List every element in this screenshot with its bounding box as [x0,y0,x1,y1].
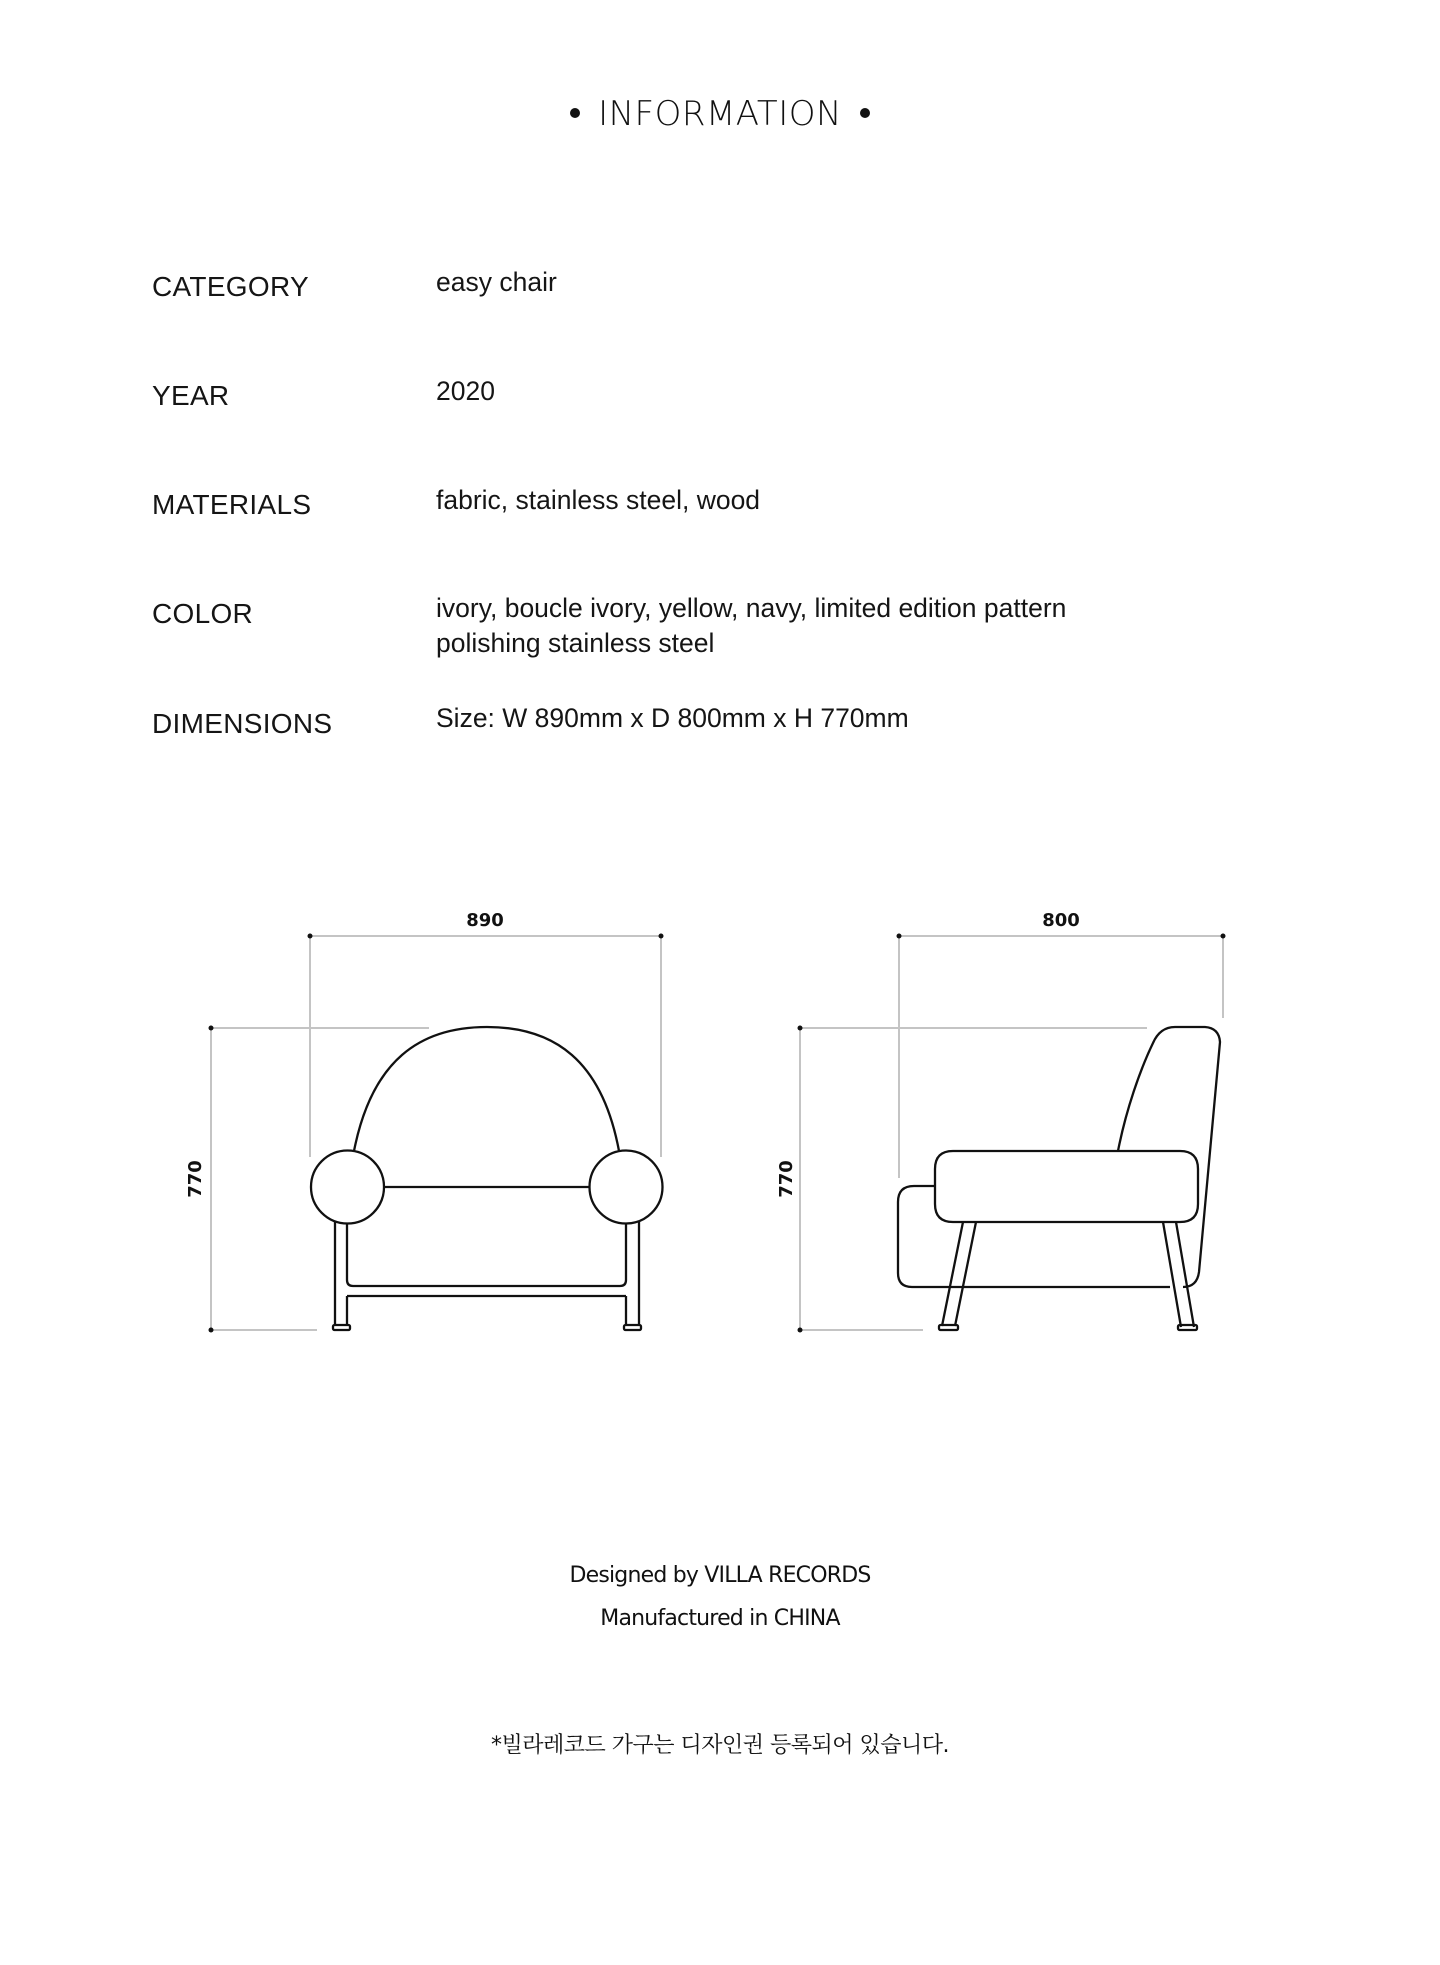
page-title-text: INFORMATION [598,94,842,134]
side-view-drawing [776,910,1226,1333]
side-depth-label: 800 [1042,910,1080,931]
armrest-outline [898,1186,1170,1287]
front-foot [939,1325,958,1330]
info-label: COLOR [152,598,254,629]
front-height-label: 770 [185,1160,206,1198]
seat-frame [347,1223,626,1286]
info-value: easy chair [436,267,557,297]
manufactured-text: Manufactured in CHINA [600,1606,840,1631]
side-dimension-dots [798,934,1226,1333]
front-dimension-dots [209,934,664,1333]
back-leg [1163,1222,1194,1327]
dimension-dot [209,1328,214,1333]
info-value-line-2: polishing stainless steel [436,628,715,658]
info-value: 2020 [436,376,495,406]
dimension-dot [798,1026,803,1031]
front-leg [942,1222,976,1326]
designed-by-text: Designed by VILLA RECORDS [569,1563,871,1588]
right-foot [624,1325,641,1330]
dimension-dot [209,1026,214,1031]
side-height-label: 770 [776,1160,797,1198]
backrest-outline [1118,1027,1220,1287]
left-foot [333,1325,350,1330]
front-dimension-lines [211,936,661,1330]
left-armrest-ball [311,1151,384,1224]
info-label: YEAR [152,380,230,411]
page-title [0,94,1440,134]
back-foot [1178,1325,1197,1330]
info-value: fabric, stainless steel, wood [436,485,761,515]
info-value: Size: W 890mm x D 800mm x H 770mm [436,703,909,733]
bullet-dot-right [860,108,870,118]
info-label: CATEGORY [152,271,309,302]
dimension-dot [1221,934,1226,939]
front-width-label: 890 [466,910,504,931]
side-dimension-lines [800,936,1223,1330]
dimension-dot [659,934,664,939]
bullet-dot-left [570,108,580,118]
front-view-drawing [185,910,664,1333]
backrest-arc [354,1027,619,1151]
dimension-dot [897,934,902,939]
right-armrest-ball [590,1151,663,1224]
info-value: ivory, boucle ivory, yellow, navy, limited edition pattern [436,593,1067,623]
side-chair-outline [898,1027,1220,1330]
dimension-dot [308,934,313,939]
seat-cushion [935,1151,1198,1222]
info-label: MATERIALS [152,489,312,520]
info-label: DIMENSIONS [152,708,333,739]
front-chair-outline [311,1027,663,1330]
design-registration-notice: *빌라레코드 가구는 디자인권 등록되어 있습니다. [490,1733,949,1758]
dimension-dot [798,1328,803,1333]
